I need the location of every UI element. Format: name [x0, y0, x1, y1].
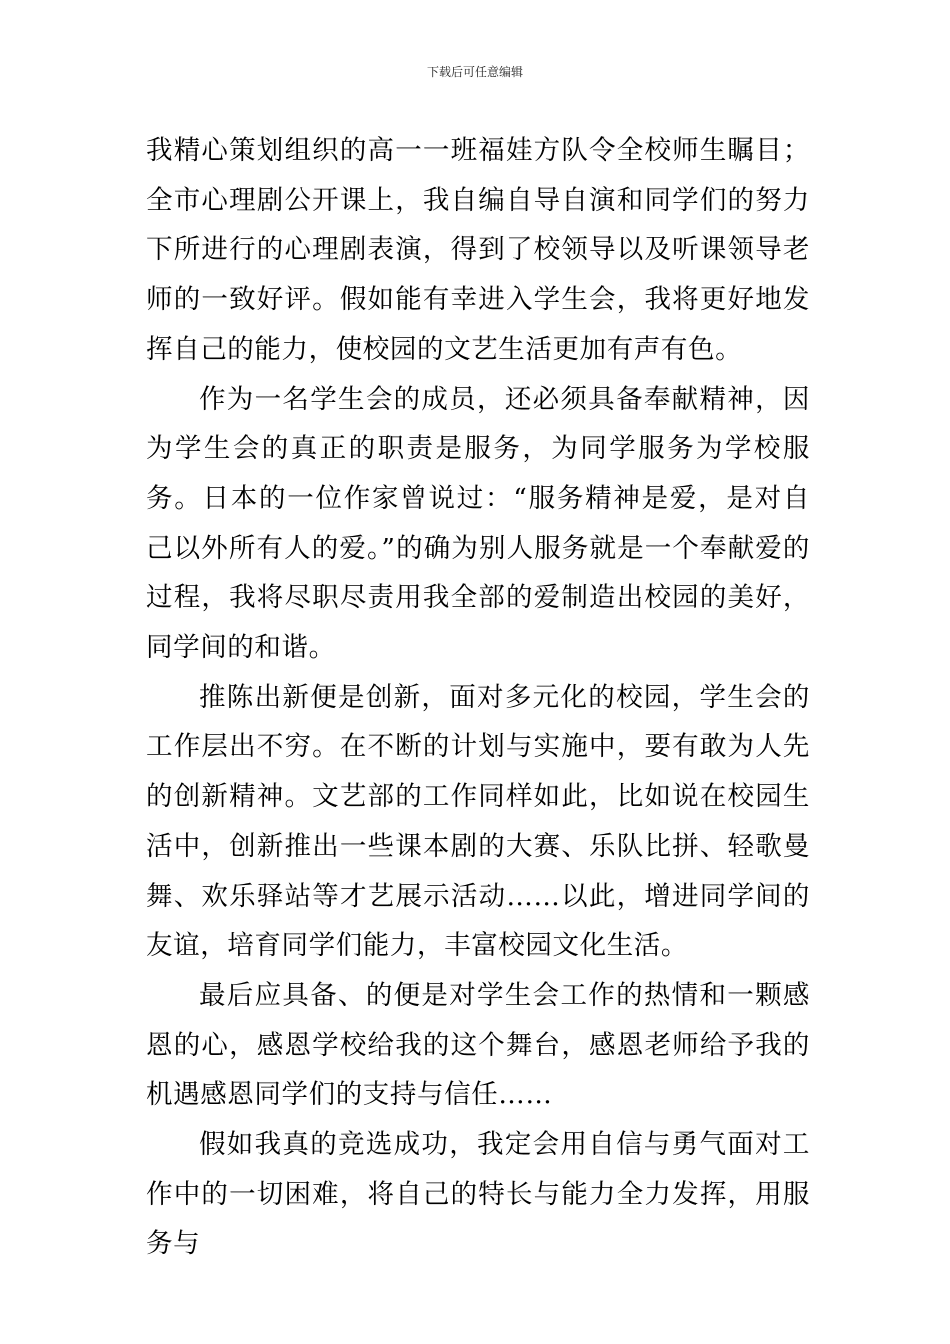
- document-body: [146, 126, 810, 1269]
- paragraph-4: 最后应具备、的便是对学生会工作的热情和一颗感恩的心，感恩学校给我的这个舞台，感恩老师给予我的机遇感恩同学们的支持与信任……: [146, 979, 810, 1111]
- page-header: 下载后可任意编辑: [426, 65, 523, 79]
- paragraph-5: 假如我真的竞选成功，我定会用自信与勇气面对工作中的一切困难，将自己的特长与能力全力发挥，用服务与: [146, 1129, 810, 1260]
- paragraph-1: 我精心策划组织的高一一班福娃方队令全校师生瞩目；全市心理剧公开课上，我自编自导自演和同学们的努力下所进行的心理剧表演，得到了校领导以及听课领导老师的一致好评。假如能有幸进入学生会，我将更好地发挥自己的能力，使校园的文艺生活更加有声有色。: [146, 135, 810, 365]
- paragraph-3: 推陈出新便是创新，面对多元化的校园，学生会的工作层出不穷。在不断的计划与实施中，要有敢为人先的创新精神。文艺部的工作同样如此，比如说在校园生活中，创新推出一些课本剧的大赛、乐队比拼、轻歌曼舞、欢乐驿站等才艺展示活动……以此，增进同学间的友谊，培育同学们能力，丰富校园文化生活。: [146, 681, 810, 962]
- paragraph-2: 作为一名学生会的成员，还必须具备奉献精神，因为学生会的真正的职责是服务，为同学服务为学校服务。日本的一位作家曾说过：“服务精神是爱，是对自己以外所有人的爱。”的确为别人服务就是一个奉献爱的过程，我将尽职尽责用我全部的爱制造出校园的美好，同学间的和谐。: [146, 383, 810, 664]
